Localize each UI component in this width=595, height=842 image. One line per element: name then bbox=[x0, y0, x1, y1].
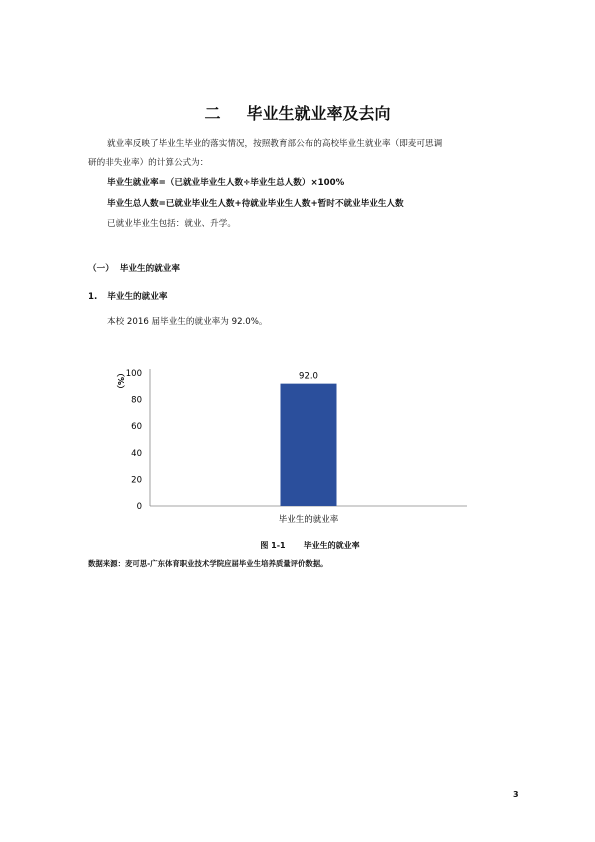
figure-label: 图 1-1 bbox=[260, 541, 286, 550]
section-title: 毕业生的就业率 bbox=[119, 264, 180, 274]
page-number: 3 bbox=[513, 790, 519, 799]
y-tick-label: 60 bbox=[131, 422, 142, 433]
data-source-note: 数据来源：麦可思-广东体育职业技术学院应届毕业生培养质量评价数据。 bbox=[88, 559, 328, 568]
body-text: 本校 2016 届毕业生的就业率为 92.0%。 bbox=[107, 317, 268, 327]
subsection-label: 1. bbox=[88, 292, 98, 302]
y-tick-label: 80 bbox=[131, 395, 142, 406]
figure-caption bbox=[0, 540, 595, 551]
bar bbox=[281, 384, 337, 506]
formula-employment-rate: 毕业生就业率=（已就业毕业生人数÷毕业生总人数）×100% bbox=[107, 178, 345, 188]
figure-title: 毕业生的就业率 bbox=[303, 541, 360, 550]
section-label: （一） bbox=[88, 264, 114, 274]
formula-total-graduates: 毕业生总人数=已就业毕业生人数+待就业毕业生人数+暂时不就业毕业生人数 bbox=[107, 199, 404, 209]
y-tick-label: 100 bbox=[125, 369, 142, 379]
employment-rate-chart bbox=[95, 355, 485, 530]
subsection-heading bbox=[88, 288, 167, 307]
chapter-title: 毕业生就业率及去向 bbox=[246, 104, 391, 123]
x-category-label: 毕业生的就业率 bbox=[278, 515, 339, 525]
intro-line-2: 研的非失业率）的计算公式为： bbox=[88, 158, 209, 168]
subsection-title: 毕业生的就业率 bbox=[107, 292, 168, 302]
y-axis-label: （%） bbox=[116, 368, 125, 394]
chapter-number: 二 bbox=[204, 104, 221, 123]
y-tick-label: 20 bbox=[131, 475, 142, 486]
intro-line-1: 就业率反映了毕业生毕业的落实情况，按照教育部公布的高校毕业生就业率（即麦可思调 bbox=[107, 139, 443, 149]
section-heading bbox=[88, 260, 180, 279]
y-tick-label: 0 bbox=[136, 502, 142, 512]
bar-value-label: 92.0 bbox=[299, 371, 318, 382]
chapter-heading bbox=[0, 101, 595, 124]
y-tick-label: 40 bbox=[131, 448, 142, 459]
employed-definition: 已就业毕业生包括：就业、升学。 bbox=[107, 219, 236, 229]
